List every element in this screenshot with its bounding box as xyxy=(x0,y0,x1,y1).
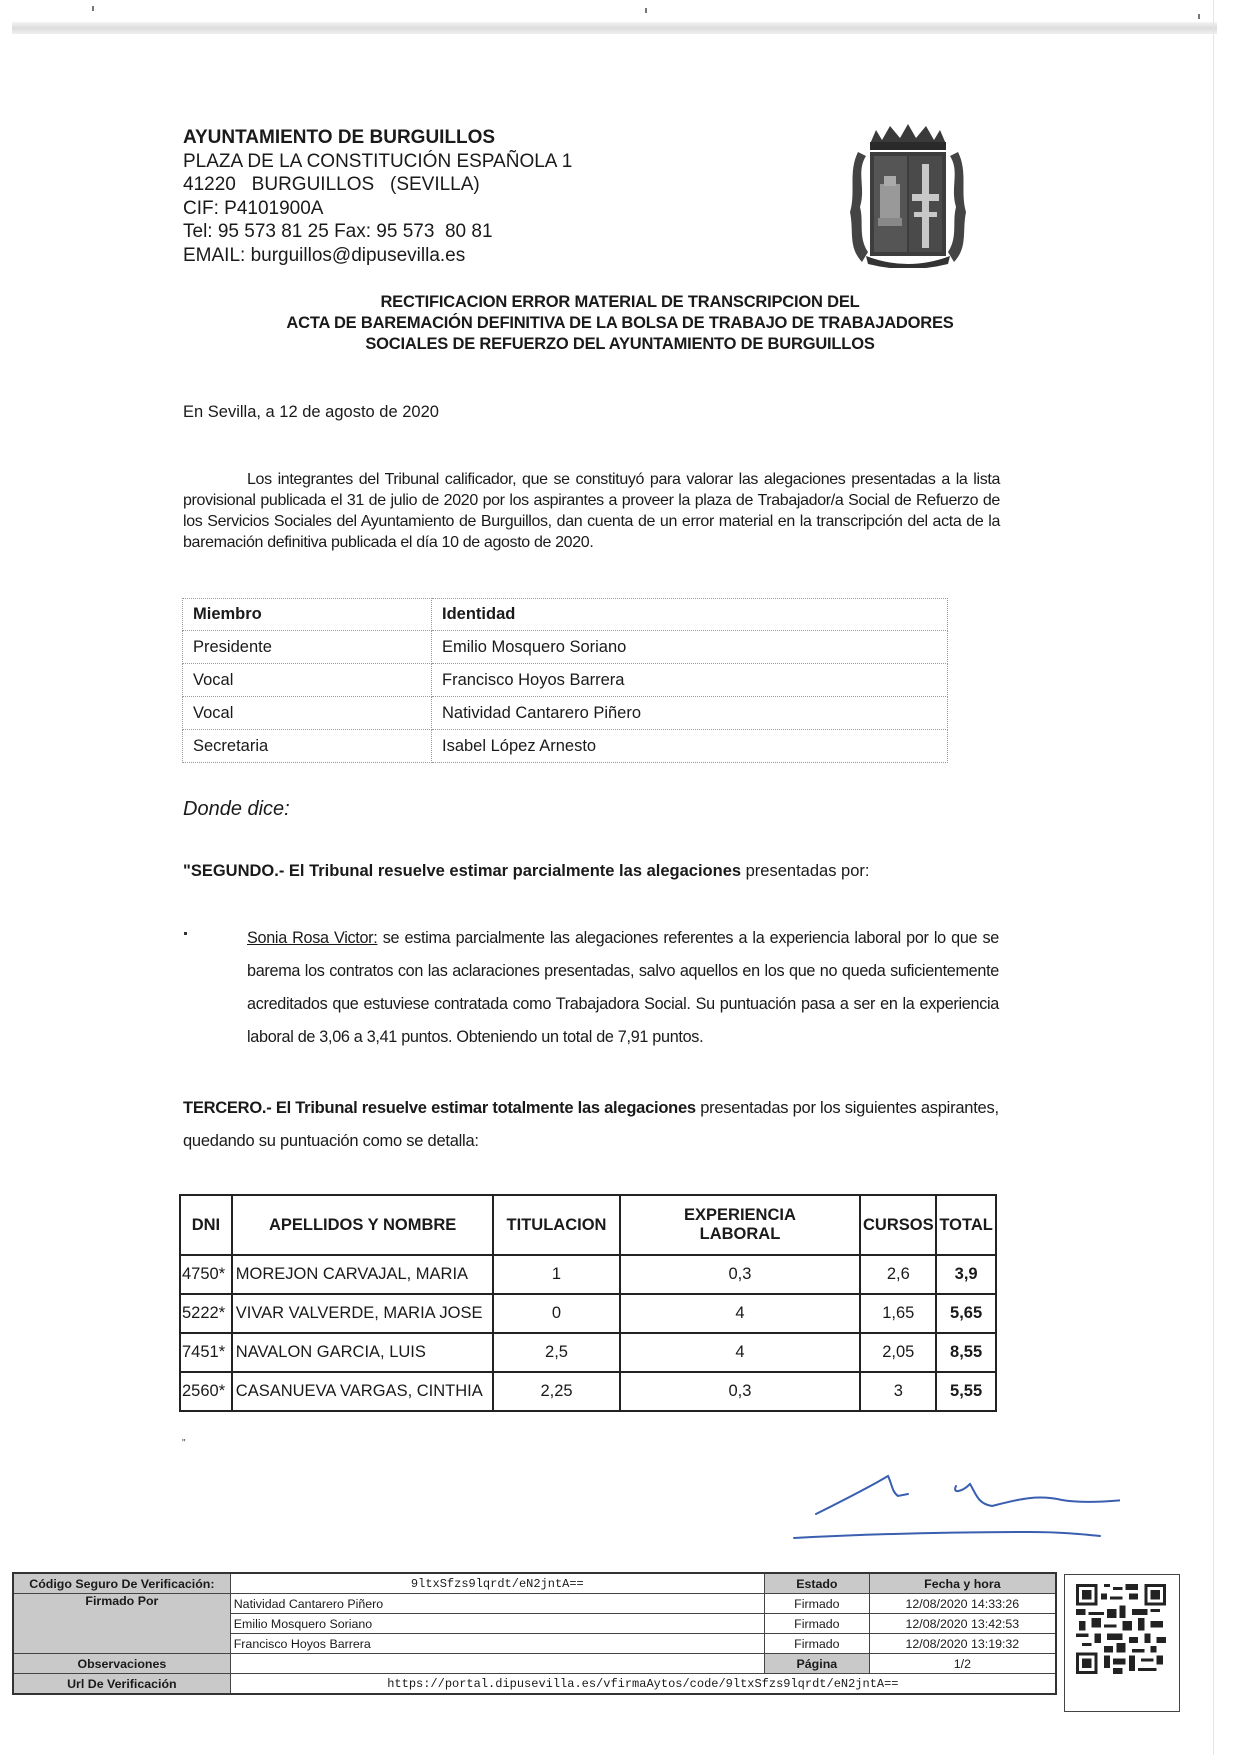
observaciones-value xyxy=(230,1654,764,1674)
cell-dni: 7451* xyxy=(180,1333,232,1372)
bullet-icon xyxy=(184,932,187,935)
title-line-3: SOCIALES DE REFUERZO DEL AYUNTAMIENTO DE BURGUILLOS xyxy=(365,335,875,353)
table-header-row xyxy=(180,1195,996,1255)
member-role: Vocal xyxy=(183,664,432,697)
verification-row xyxy=(13,1654,1056,1674)
verification-table xyxy=(12,1572,1057,1695)
handwritten-signature xyxy=(780,1450,1120,1540)
signer-estado: Firmado xyxy=(764,1614,869,1634)
firmado-por-label: Firmado Por xyxy=(13,1594,230,1654)
member-role: Vocal xyxy=(183,697,432,730)
signer-estado: Firmado xyxy=(764,1634,869,1654)
cell-experiencia: 4 xyxy=(620,1294,861,1333)
cell-nombre: NAVALON GARCIA, LUIS xyxy=(232,1333,494,1372)
table-row xyxy=(183,664,948,697)
title-line-2: ACTA DE BAREMACIÓN DEFINITIVA DE LA BOLSA DE TRABAJO DE TRABAJADORES xyxy=(286,314,954,332)
signer-fecha: 12/08/2020 14:33:26 xyxy=(869,1594,1056,1614)
signer-fecha: 12/08/2020 13:42:53 xyxy=(869,1614,1056,1634)
cell-dni: 2560* xyxy=(180,1372,232,1411)
cell-total: 8,55 xyxy=(936,1333,996,1372)
cell-titulacion: 2,5 xyxy=(493,1333,619,1372)
fecha-label: Fecha y hora xyxy=(869,1573,1056,1594)
cell-cursos: 1,65 xyxy=(860,1294,936,1333)
signer-name: Francisco Hoyos Barrera xyxy=(230,1634,764,1654)
table-header-row xyxy=(183,599,948,631)
cell-experiencia: 0,3 xyxy=(620,1372,861,1411)
header-dni: DNI xyxy=(180,1195,232,1255)
tercero-paragraph xyxy=(183,1092,1000,1158)
header-miembro: Miembro xyxy=(183,599,432,631)
cell-total: 3,9 xyxy=(936,1255,996,1294)
observaciones-label: Observaciones xyxy=(13,1654,230,1674)
tribunal-members-table xyxy=(182,598,948,763)
member-role: Secretaria xyxy=(183,730,432,763)
cell-dni: 4750* xyxy=(180,1255,232,1294)
csv-value[interactable]: 9ltxSfzs9lqrdt/eN2jntA== xyxy=(230,1573,764,1594)
table-row xyxy=(183,631,948,664)
cell-titulacion: 2,25 xyxy=(493,1372,619,1411)
document-title xyxy=(180,292,1060,355)
cell-nombre: MOREJON CARVAJAL, MARIA xyxy=(232,1255,494,1294)
org-email: EMAIL: burguillos@dipusevilla.es xyxy=(183,244,466,266)
header-experiencia: EXPERIENCIA LABORAL xyxy=(620,1195,861,1255)
coat-of-arms-icon xyxy=(848,122,968,268)
letterhead xyxy=(183,126,572,267)
org-phone-fax: Tel: 95 573 81 25 Fax: 95 573 80 81 xyxy=(183,221,493,242)
candidate-name: Sonia Rosa Victor: xyxy=(247,929,378,947)
donde-dice-heading: Donde dice: xyxy=(183,798,290,820)
closing-quote: " xyxy=(182,1438,186,1449)
estado-label: Estado xyxy=(764,1573,869,1594)
member-name: Isabel López Arnesto xyxy=(432,730,948,763)
scores-table xyxy=(179,1194,997,1412)
cell-experiencia: 0,3 xyxy=(620,1255,861,1294)
scan-speck xyxy=(645,8,647,13)
org-cif: CIF: P4101900A xyxy=(183,197,324,219)
cell-nombre: CASANUEVA VARGAS, CINTHIA xyxy=(232,1372,494,1411)
member-name: Francisco Hoyos Barrera xyxy=(432,664,948,697)
header-nombre: APELLIDOS Y NOMBRE xyxy=(232,1195,494,1255)
header-total: TOTAL xyxy=(936,1195,996,1255)
signer-estado: Firmado xyxy=(764,1594,869,1614)
org-name: AYUNTAMIENTO DE BURGUILLOS xyxy=(183,127,496,148)
cell-cursos: 2,6 xyxy=(860,1255,936,1294)
cell-titulacion: 1 xyxy=(493,1255,619,1294)
verification-row xyxy=(13,1573,1056,1594)
cell-titulacion: 0 xyxy=(493,1294,619,1333)
cell-total: 5,55 xyxy=(936,1372,996,1411)
cell-nombre: VIVAR VALVERDE, MARIA JOSE xyxy=(232,1294,494,1333)
scan-speck xyxy=(92,6,94,11)
signer-name: Emilio Mosquero Soriano xyxy=(230,1614,764,1634)
scan-top-strip xyxy=(12,22,1217,34)
table-row xyxy=(180,1255,996,1294)
member-name: Emilio Mosquero Soriano xyxy=(432,631,948,664)
member-name: Natividad Cantarero Piñero xyxy=(432,697,948,730)
table-row xyxy=(183,697,948,730)
member-role: Presidente xyxy=(183,631,432,664)
intro-paragraph xyxy=(183,469,1000,553)
verification-url-link[interactable]: https://portal.dipusevilla.es/vfirmaAytos/code/9ltxSfzs9lqrdt/eN2jntA== xyxy=(230,1674,1056,1695)
intro-text: Los integrantes del Tribunal calificador, que se constituyó para valorar las alegaciones presentadas a la lista provisional publicada el 31 de julio de 2020 por los aspirantes a proveer la plaza de Trabajador/a Social de Refuerzo de los Servicios Sociales del Ayuntamiento de Burguillos, dan cuenta de un error material en la transcripción del acta de la baremación definitiva publicada el día 10 de agosto de 2020. xyxy=(183,471,1000,551)
cell-experiencia: 4 xyxy=(620,1333,861,1372)
bullet-item xyxy=(247,922,999,1054)
scan-speck xyxy=(1198,14,1200,19)
title-line-1: RECTIFICACION ERROR MATERIAL DE TRANSCRIPCION DEL xyxy=(380,293,860,311)
cell-total: 5,65 xyxy=(936,1294,996,1333)
qr-code-icon[interactable] xyxy=(1076,1584,1166,1674)
table-row xyxy=(180,1333,996,1372)
verification-row xyxy=(13,1674,1056,1695)
page-edge xyxy=(1213,0,1214,1755)
cell-cursos: 3 xyxy=(860,1372,936,1411)
pagina-label: Página xyxy=(764,1654,869,1674)
pagina-value: 1/2 xyxy=(869,1654,1056,1674)
signer-name: Natividad Cantarero Piñero xyxy=(230,1594,764,1614)
header-identidad: Identidad xyxy=(432,599,948,631)
segundo-rest: presentadas por: xyxy=(741,862,870,880)
tercero-bold: TERCERO.- El Tribunal resuelve estimar totalmente las alegaciones xyxy=(183,1099,696,1117)
cell-cursos: 2,05 xyxy=(860,1333,936,1372)
segundo-bold: "SEGUNDO.- El Tribunal resuelve estimar parcialmente las alegaciones xyxy=(183,862,742,880)
cell-dni: 5222* xyxy=(180,1294,232,1333)
org-address: PLAZA DE LA CONSTITUCIÓN ESPAÑOLA 1 xyxy=(183,150,573,172)
header-titulacion: TITULACION xyxy=(493,1195,619,1255)
place-date: En Sevilla, a 12 de agosto de 2020 xyxy=(183,403,439,421)
csv-label: Código Seguro De Verificación: xyxy=(13,1573,230,1594)
table-row xyxy=(180,1372,996,1411)
verification-row xyxy=(13,1594,1056,1614)
signer-fecha: 12/08/2020 13:19:32 xyxy=(869,1634,1056,1654)
header-cursos: CURSOS xyxy=(860,1195,936,1255)
table-row xyxy=(183,730,948,763)
tercero-rest: presentadas por los siguientes aspirantes, quedando su puntuación como se detalla: xyxy=(183,1099,999,1150)
url-label: Url De Verificación xyxy=(13,1674,230,1695)
table-row xyxy=(180,1294,996,1333)
bullet-body: se estima parcialmente las alegaciones referentes a la experiencia laboral por lo que se barema los contratos con las aclaraciones presentadas, salvo aquellos en los que no queda suficientemente acreditados que estuviese contratada como Trabajadora Social. Su puntuación pasa a ser en la experiencia laboral de 3,06 a 3,41 puntos. Obteniendo un total de 7,91 puntos. xyxy=(247,929,999,1046)
segundo-paragraph xyxy=(183,862,869,881)
org-city: 41220 BURGUILLOS (SEVILLA) xyxy=(183,174,480,195)
